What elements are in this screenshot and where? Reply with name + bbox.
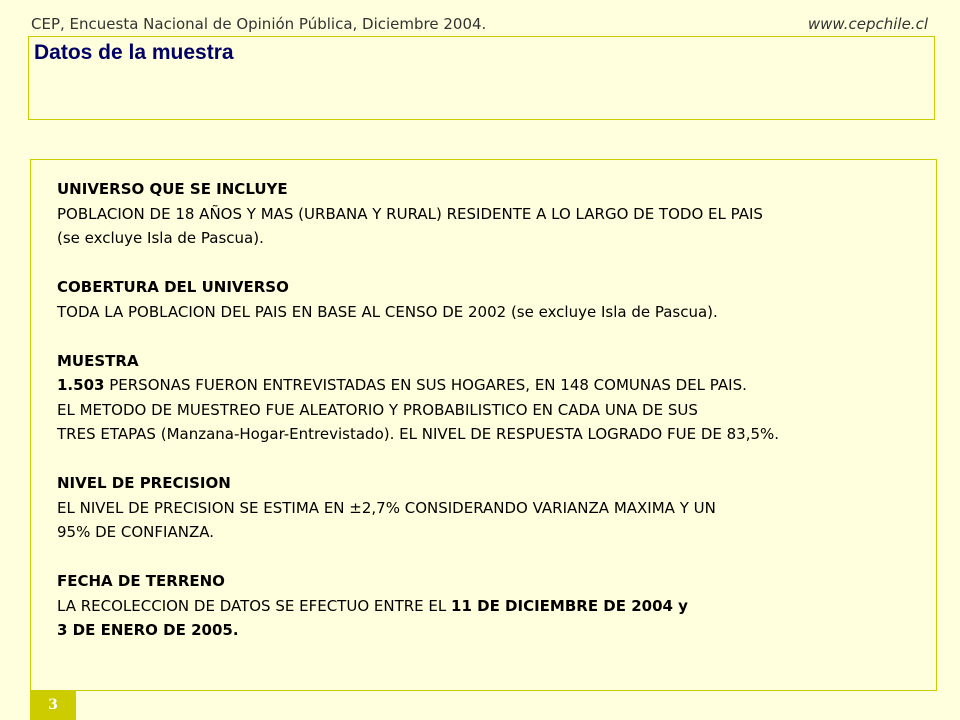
title-box xyxy=(28,36,935,120)
content-box xyxy=(30,159,937,691)
muestra-line-2: EL METODO DE MUESTREO FUE ALEATORIO Y PROBABILISTICO EN CADA UNA DE SUS xyxy=(57,400,698,419)
muestra-line-1: 1.503 PERSONAS FUERON ENTREVISTADAS EN SUS HOGARES, EN 148 COMUNAS DEL PAIS. xyxy=(57,376,747,394)
fecha-line-2 xyxy=(57,618,779,643)
survey-source: CEP, Encuesta Nacional de Opinión Pública, Diciembre 2004. xyxy=(31,15,487,33)
page-title: Datos de la muestra xyxy=(34,41,234,64)
precision-line-2: 95% DE CONFIANZA. xyxy=(57,523,214,541)
fecha-heading: FECHA DE TERRENO xyxy=(57,572,225,590)
fecha-line-1: LA RECOLECCION DE DATOS SE EFECTUO ENTRE EL 11 DE DICIEMBRE DE 2004 y xyxy=(57,596,688,615)
precision-line-1: EL NIVEL DE PRECISION SE ESTIMA EN ±2,7% CONSIDERANDO VARIANZA MAXIMA Y UN xyxy=(57,498,716,517)
page-number-badge: 3 xyxy=(30,690,76,720)
sample-count: 1.503 xyxy=(57,376,105,394)
website-link[interactable]: www.cepchile.cl xyxy=(807,15,928,33)
fecha-end: 3 DE ENERO DE 2005. xyxy=(57,621,239,639)
precision-heading: NIVEL DE PRECISION xyxy=(57,474,231,492)
universo-heading: UNIVERSO QUE SE INCLUYE xyxy=(57,180,288,198)
universo-line-2: (se excluye Isla de Pascua). xyxy=(57,229,264,247)
cobertura-line-1: TODA LA POBLACION DEL PAIS EN BASE AL CENSO DE 2002 (se excluye Isla de Pascua). xyxy=(57,302,718,321)
fecha-start: 11 DE DICIEMBRE DE 2004 y xyxy=(451,596,688,615)
muestra-heading: MUESTRA xyxy=(57,351,139,370)
cobertura-heading: COBERTURA DEL UNIVERSO xyxy=(57,278,289,296)
muestra-line-3: TRES ETAPAS (Manzana-Hogar-Entrevistado). EL NIVEL DE RESPUESTA LOGRADO FUE DE 83,5%. xyxy=(57,425,780,443)
universo-line-1: POBLACION DE 18 AÑOS Y MAS (URBANA Y RURAL) RESIDENTE A LO LARGO DE TODO EL PAIS xyxy=(57,204,763,223)
sample-details xyxy=(57,177,779,643)
